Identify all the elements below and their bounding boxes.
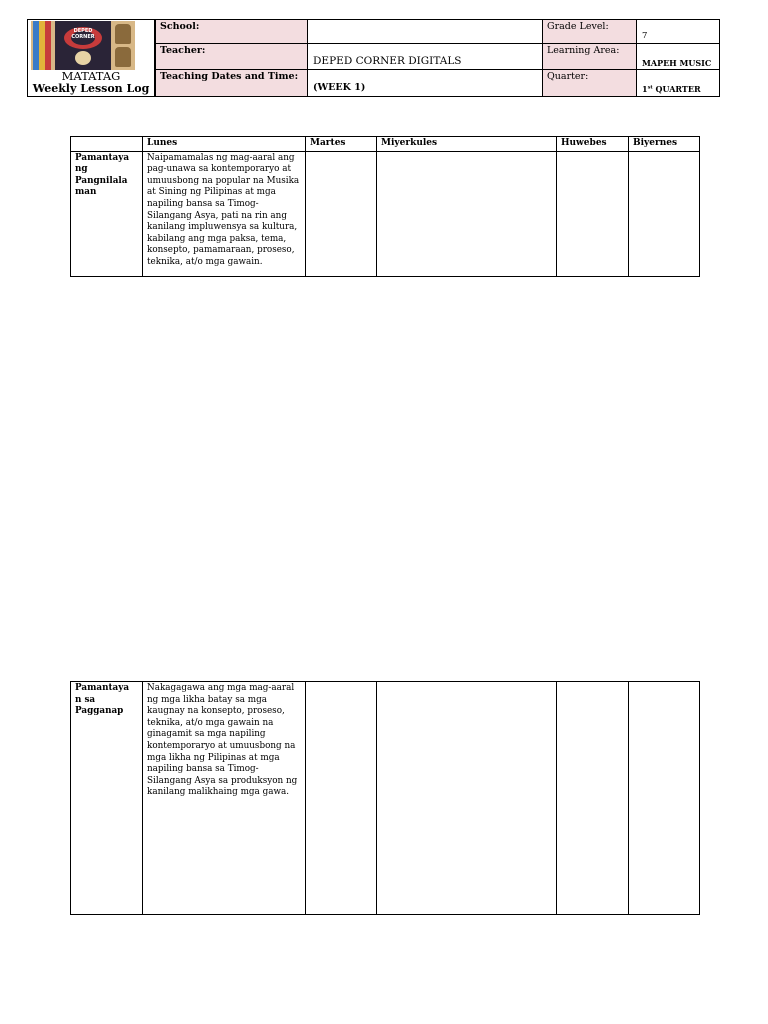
quarter-value xyxy=(637,70,719,94)
deped-corner-logo xyxy=(31,21,135,70)
quarter-word: QUARTER xyxy=(655,84,701,94)
doc-title-weekly-lesson-log: Weekly Lesson Log xyxy=(32,82,150,95)
learning-area-label: Learning Area: xyxy=(547,45,620,56)
day-header-miyerkules: Miyerkules xyxy=(377,137,557,152)
teaching-dates-label-cell xyxy=(155,69,308,97)
learning-area-value-cell[interactable] xyxy=(636,43,720,70)
quarter-label: Quarter: xyxy=(547,71,589,82)
doc-title-matatag: MATATAG xyxy=(61,69,121,83)
cell-lunes-performance-standards[interactable]: Nakagagawa ang mga mag-aaral ng mga likha batay sa mga kaugnay na konsepto, proseso, teknika, at/o mga gawain na ginagamit sa mga napiling kontemporaryo at umuusbong na mga likha ng Pilipinas at mga napiling bansa sa Timog-Silangang Asya sa produksyon ng kanilang malikhaing mga gawa. xyxy=(143,682,306,915)
cell-martes-content-standards[interactable] xyxy=(306,151,377,276)
school-label: School: xyxy=(160,21,200,32)
teacher-label-cell xyxy=(155,43,308,70)
grade-level-label: Grade Level: xyxy=(547,21,609,32)
cell-biyernes-content-standards[interactable] xyxy=(629,151,700,276)
logo-text: DEPED CORNER xyxy=(71,28,95,40)
teacher-value-cell[interactable] xyxy=(307,43,543,70)
cell-biyernes-performance-standards[interactable] xyxy=(629,682,700,915)
grade-level-value-cell[interactable] xyxy=(636,19,720,44)
row-label-performance-standards: Pamantaya n sa Pagganap xyxy=(71,682,143,915)
cell-huwebes-performance-standards[interactable] xyxy=(557,682,629,915)
teacher-label: Teacher: xyxy=(160,45,206,56)
quarter-value-cell[interactable] xyxy=(636,69,720,97)
row-label-content-standards: Pamantaya ng Pangnilala man xyxy=(71,151,143,276)
teaching-dates-label: Teaching Dates and Time: xyxy=(160,71,299,82)
cell-huwebes-content-standards[interactable] xyxy=(557,151,629,276)
table-header-row xyxy=(71,137,700,152)
teaching-dates-value-cell[interactable] xyxy=(307,69,543,97)
grade-level-label-cell xyxy=(542,19,637,44)
teaching-dates-value: (WEEK 1) xyxy=(313,82,366,93)
header-empty-cell xyxy=(71,137,143,152)
day-header-huwebes: Huwebes xyxy=(557,137,629,152)
quarter-label-cell xyxy=(542,69,637,97)
teacher-value: DEPED CORNER DIGITALS xyxy=(313,55,462,67)
cell-martes-performance-standards[interactable] xyxy=(306,682,377,915)
cell-lunes-content-standards[interactable]: Naipamamalas ng mag-aaral ang pag-unawa sa kontemporaryo at umuusbong na popular na Musika at Sining ng Pilipinas at mga napiling bansa sa Timog-Silangang Asya, pati na rin ang kanilang impluwensya sa kultura, kabilang ang mga paksa, tema, konsepto, pamamaraan, proseso, teknika, at/o mga gawain. xyxy=(143,151,306,276)
lesson-log-table-content-standards xyxy=(70,136,700,277)
grade-level-value: 7 xyxy=(642,31,648,41)
day-header-martes: Martes xyxy=(306,137,377,152)
school-value-cell[interactable] xyxy=(307,19,543,44)
table-row xyxy=(71,151,700,276)
quarter-suffix: st xyxy=(647,84,653,91)
day-header-biyernes: Biyernes xyxy=(629,137,700,152)
day-header-lunes: Lunes xyxy=(143,137,306,152)
learning-area-value: MAPEH MUSIC xyxy=(642,58,712,68)
cell-miyerkules-content-standards[interactable] xyxy=(377,151,557,276)
learning-area-label-cell xyxy=(542,43,637,70)
table-row xyxy=(71,682,700,915)
quarter-number: 1 xyxy=(642,84,648,94)
cell-miyerkules-performance-standards[interactable] xyxy=(377,682,557,915)
school-label-cell xyxy=(155,19,308,44)
lesson-log-table-performance-standards xyxy=(70,681,700,915)
